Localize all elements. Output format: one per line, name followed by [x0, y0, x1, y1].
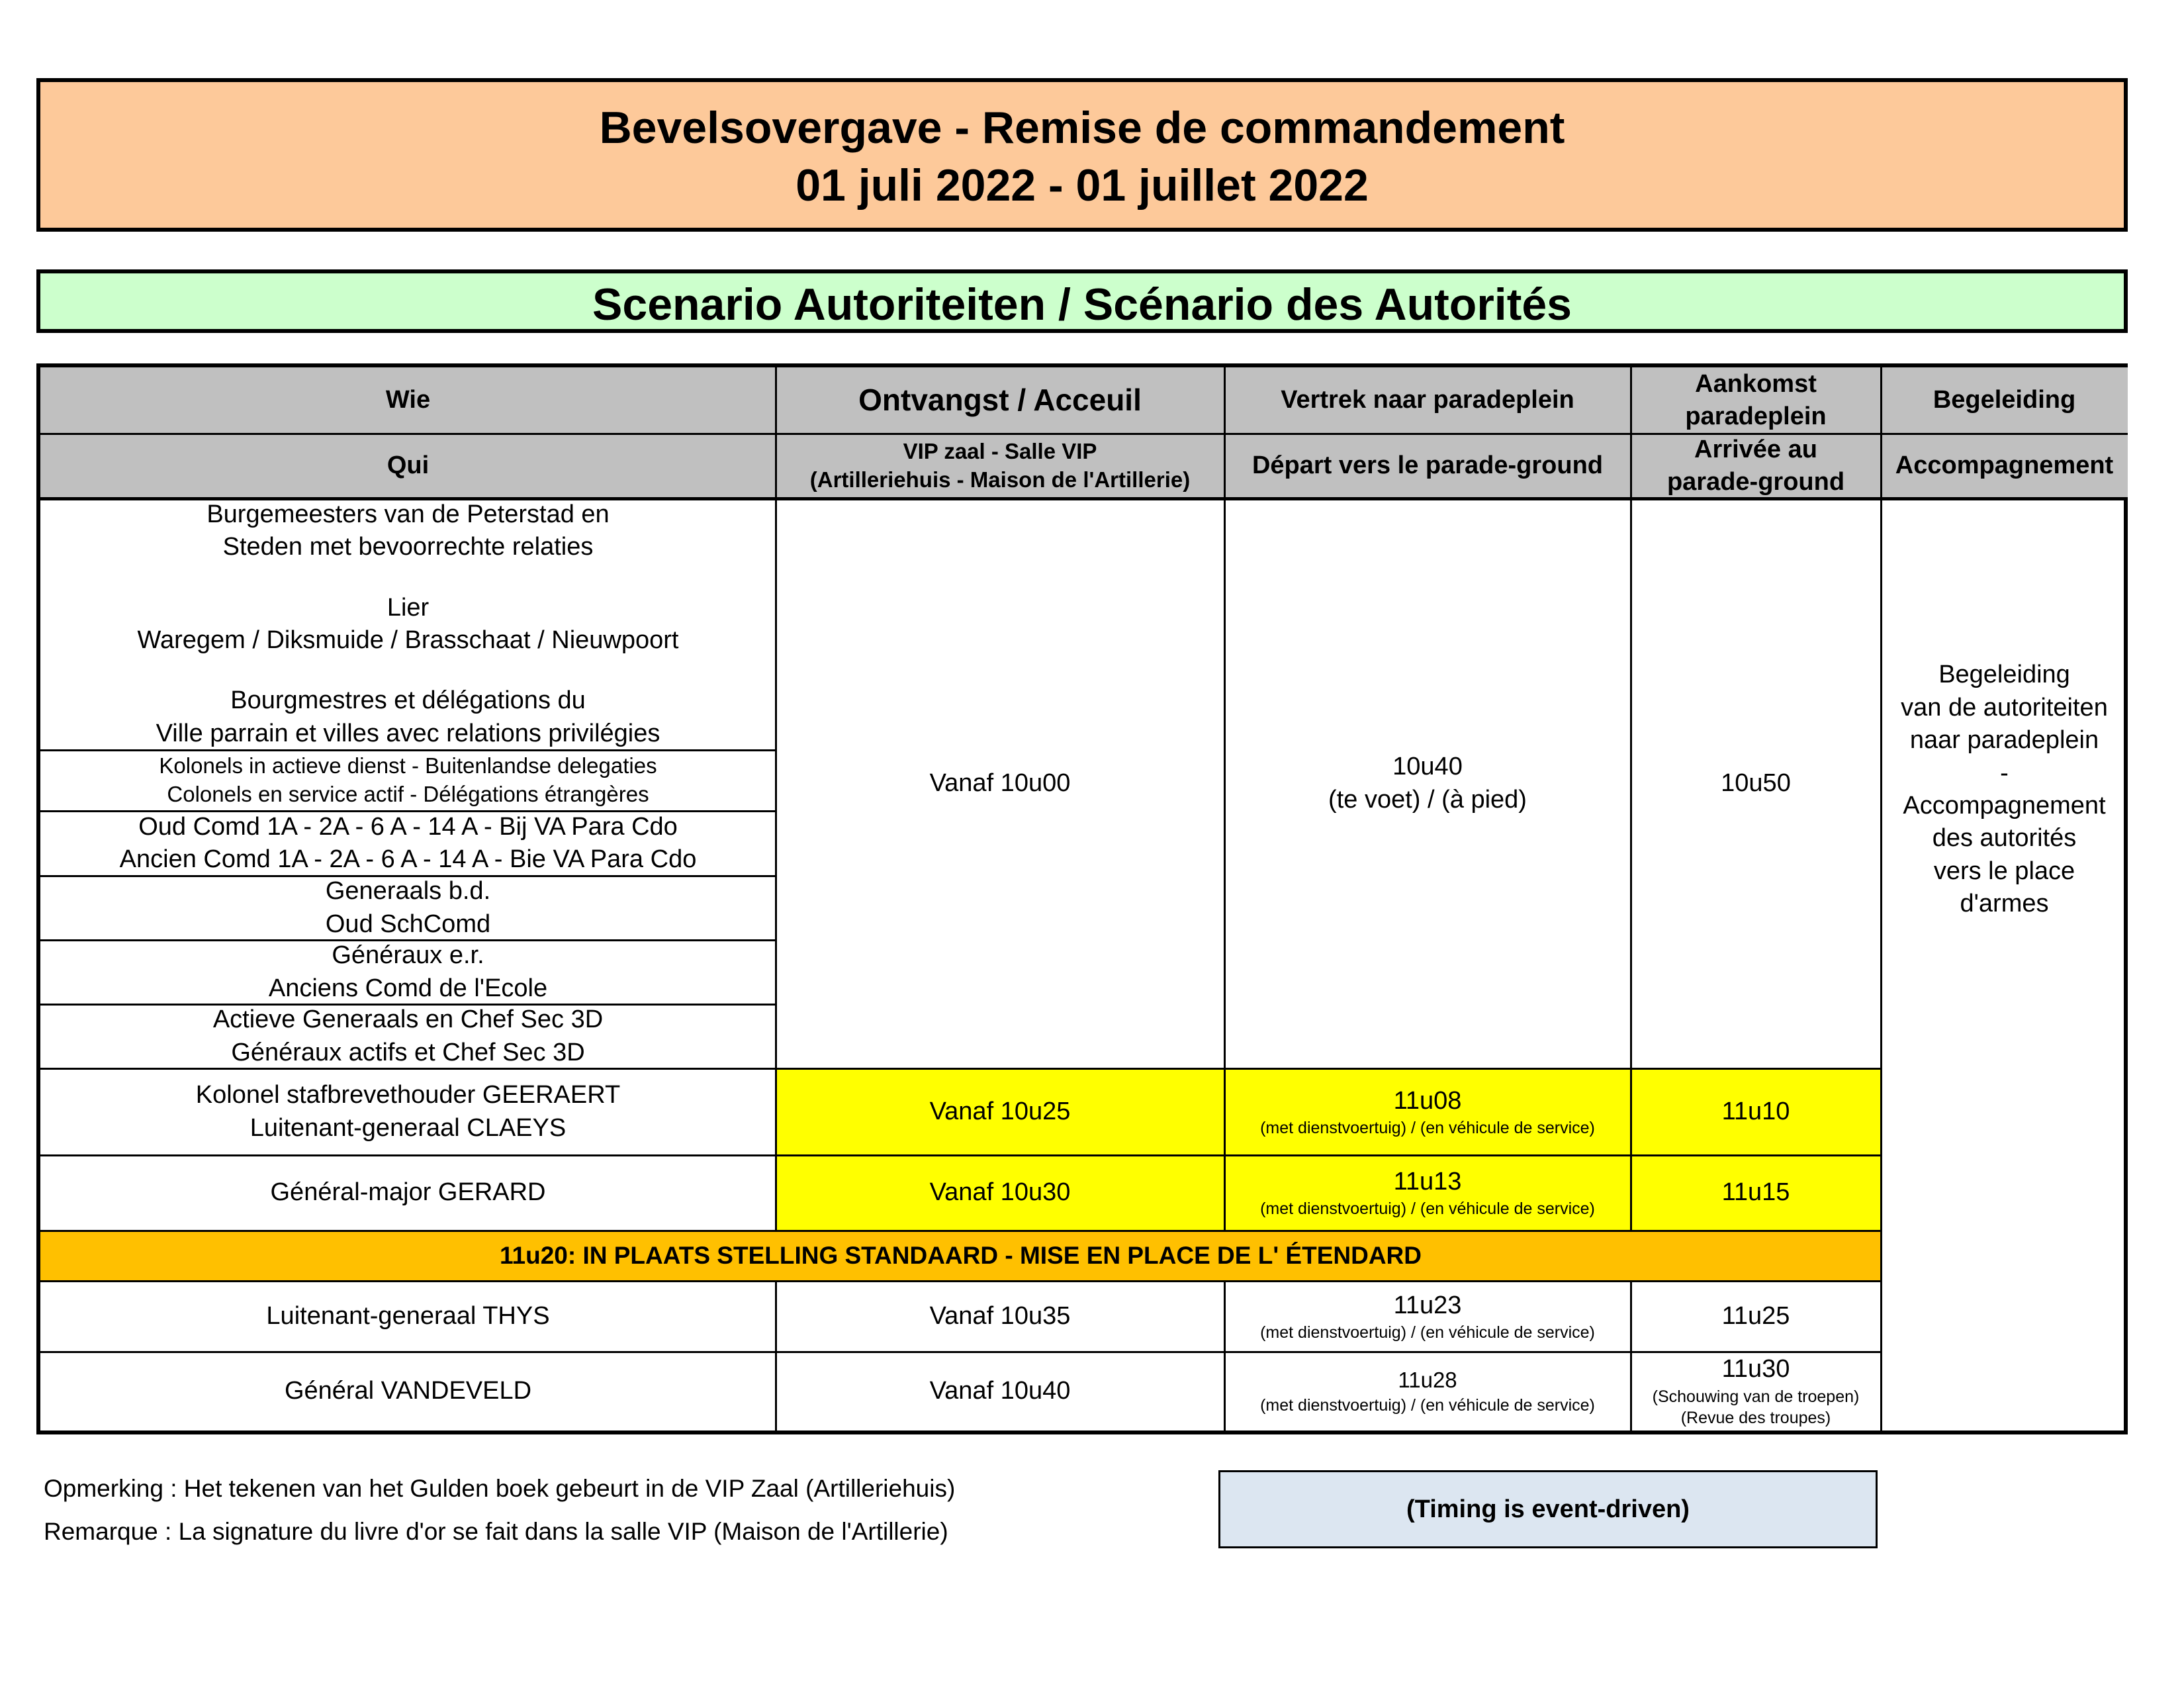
- who-mayors: Burgemeesters van de Peterstad en Steden met bevoorrechte relaties Lier Waregem / Diksmuide / Brasschaat / Nieuwpoort Bourgmestres et délégations du Ville parrain et villes avec relations privilégies: [137, 500, 679, 747]
- header-reception: Ontvangst / Acceuil: [776, 367, 1224, 434]
- who-colonels: Kolonels in actieve dienst - Buitenlandse delegaties Colonels en service actif - Délégations étrangères: [159, 753, 657, 806]
- header-depart-fr: Départ vers le parade-ground: [1224, 434, 1631, 498]
- table-row-departure: 11u28 (met dienstvoertuig) / (en véhicule de service): [1260, 1367, 1595, 1415]
- table-row-reception: Vanaf 10u35: [929, 1301, 1071, 1330]
- group1-reception: Vanaf 10u00: [929, 769, 1071, 797]
- note-french: Remarque : La signature du livre d'or se fait dans la salle VIP (Maison de l'Artillerie): [44, 1518, 948, 1545]
- grid-line: [40, 939, 776, 941]
- header-accompagnement: Accompagnement: [1881, 434, 2128, 498]
- grid-line: [1630, 1281, 1632, 1430]
- who-generals-retired-fr: Généraux e.r. Anciens Comd de l'Ecole: [268, 941, 548, 1002]
- header-arrival: Aankomst paradeplein: [1631, 367, 1881, 434]
- title-banner: [36, 78, 2128, 232]
- table-row-arrival: 11u30 (Schouwing van de troepen) (Revue des troupes): [1652, 1355, 1860, 1428]
- note-dutch: Opmerking : Het tekenen van het Gulden boek gebeurt in de VIP Zaal (Artilleriehuis): [44, 1475, 956, 1502]
- group1-departure: 10u40 (te voet) / (à pied): [1328, 753, 1527, 814]
- grid-line: [775, 1281, 777, 1430]
- table-row-reception: Vanaf 10u30: [776, 1155, 1224, 1231]
- grid-line: [40, 433, 2128, 435]
- table-row-reception: Vanaf 10u40: [929, 1376, 1071, 1405]
- header-wie: Wie: [40, 367, 776, 434]
- schedule-table: [36, 363, 2128, 1434]
- table-row-departure: 11u23 (met dienstvoertuig) / (en véhicule de service): [1260, 1291, 1595, 1342]
- table-row-who: Luitenant-generaal THYS: [266, 1301, 550, 1330]
- escort-note: Begeleiding van de autoriteiten naar paradeplein - Accompagnement des autorités vers le place d'armes: [1901, 661, 2108, 918]
- header-qui: Qui: [40, 434, 776, 498]
- grid-line: [40, 875, 776, 877]
- grid-line: [40, 1351, 1881, 1353]
- grid-line: [40, 1004, 776, 1006]
- standard-banner: 11u20: IN PLAATS STELLING STANDAARD - MISE EN PLACE DE L' ÉTENDARD: [40, 1231, 1881, 1281]
- table-row-arrival: 11u25: [1721, 1301, 1790, 1330]
- page-title: Bevelsovergave - Remise de commandement: [599, 103, 1565, 153]
- table-row-who: Kolonel stafbrevethouder GEERAERT Luitenant-generaal CLAEYS: [195, 1081, 621, 1142]
- table-row-departure: 11u13 (met dienstvoertuig) / (en véhicule de service): [1224, 1155, 1631, 1231]
- grid-line: [40, 810, 776, 812]
- header-escort: Begeleiding: [1881, 367, 2128, 434]
- grid-line: [40, 1154, 1881, 1156]
- grid-line: [40, 1230, 1881, 1232]
- header-arrivee-fr: Arrivée au parade-ground: [1631, 434, 1881, 498]
- page-date: 01 juli 2022 - 01 juillet 2022: [796, 160, 1369, 211]
- grid-line: [1880, 367, 1882, 1430]
- grid-line: [1224, 1281, 1226, 1430]
- grid-line: [40, 749, 776, 751]
- scenario-title: Scenario Autoriteiten / Scénario des Autorités: [592, 279, 1572, 330]
- grid-line: [40, 1280, 1881, 1282]
- table-row-reception: Vanaf 10u25: [776, 1068, 1224, 1155]
- who-active-generals: Actieve Generaals en Chef Sec 3D Généraux actifs et Chef Sec 3D: [212, 1006, 604, 1066]
- grid-line: [40, 1068, 1881, 1070]
- scenario-banner: [36, 269, 2128, 333]
- table-row-departure: 11u08 (met dienstvoertuig) / (en véhicule de service): [1224, 1068, 1631, 1155]
- grid-line: [40, 497, 2128, 500]
- header-vip-room: VIP zaal - Salle VIP (Artilleriehuis - Maison de l'Artillerie): [776, 434, 1224, 498]
- header-departure: Vertrek naar paradeplein: [1224, 367, 1631, 434]
- table-row-who: Général VANDEVELD: [284, 1376, 532, 1405]
- group1-arrival: 10u50: [1721, 769, 1791, 797]
- table-row-arrival: 11u15: [1631, 1155, 1881, 1231]
- table-row-arrival: 11u10: [1631, 1068, 1881, 1155]
- who-generals-retired-nl: Generaals b.d. Oud SchComd: [325, 877, 491, 938]
- who-former-commanders: Oud Comd 1A - 2A - 6 A - 14 A - Bij VA Para Cdo Ancien Comd 1A - 2A - 6 A - 14 A - Bie VA Para Cdo: [119, 812, 697, 873]
- table-row-who: Général-major GERARD: [270, 1178, 546, 1207]
- timing-note: (Timing is event-driven): [1218, 1470, 1878, 1548]
